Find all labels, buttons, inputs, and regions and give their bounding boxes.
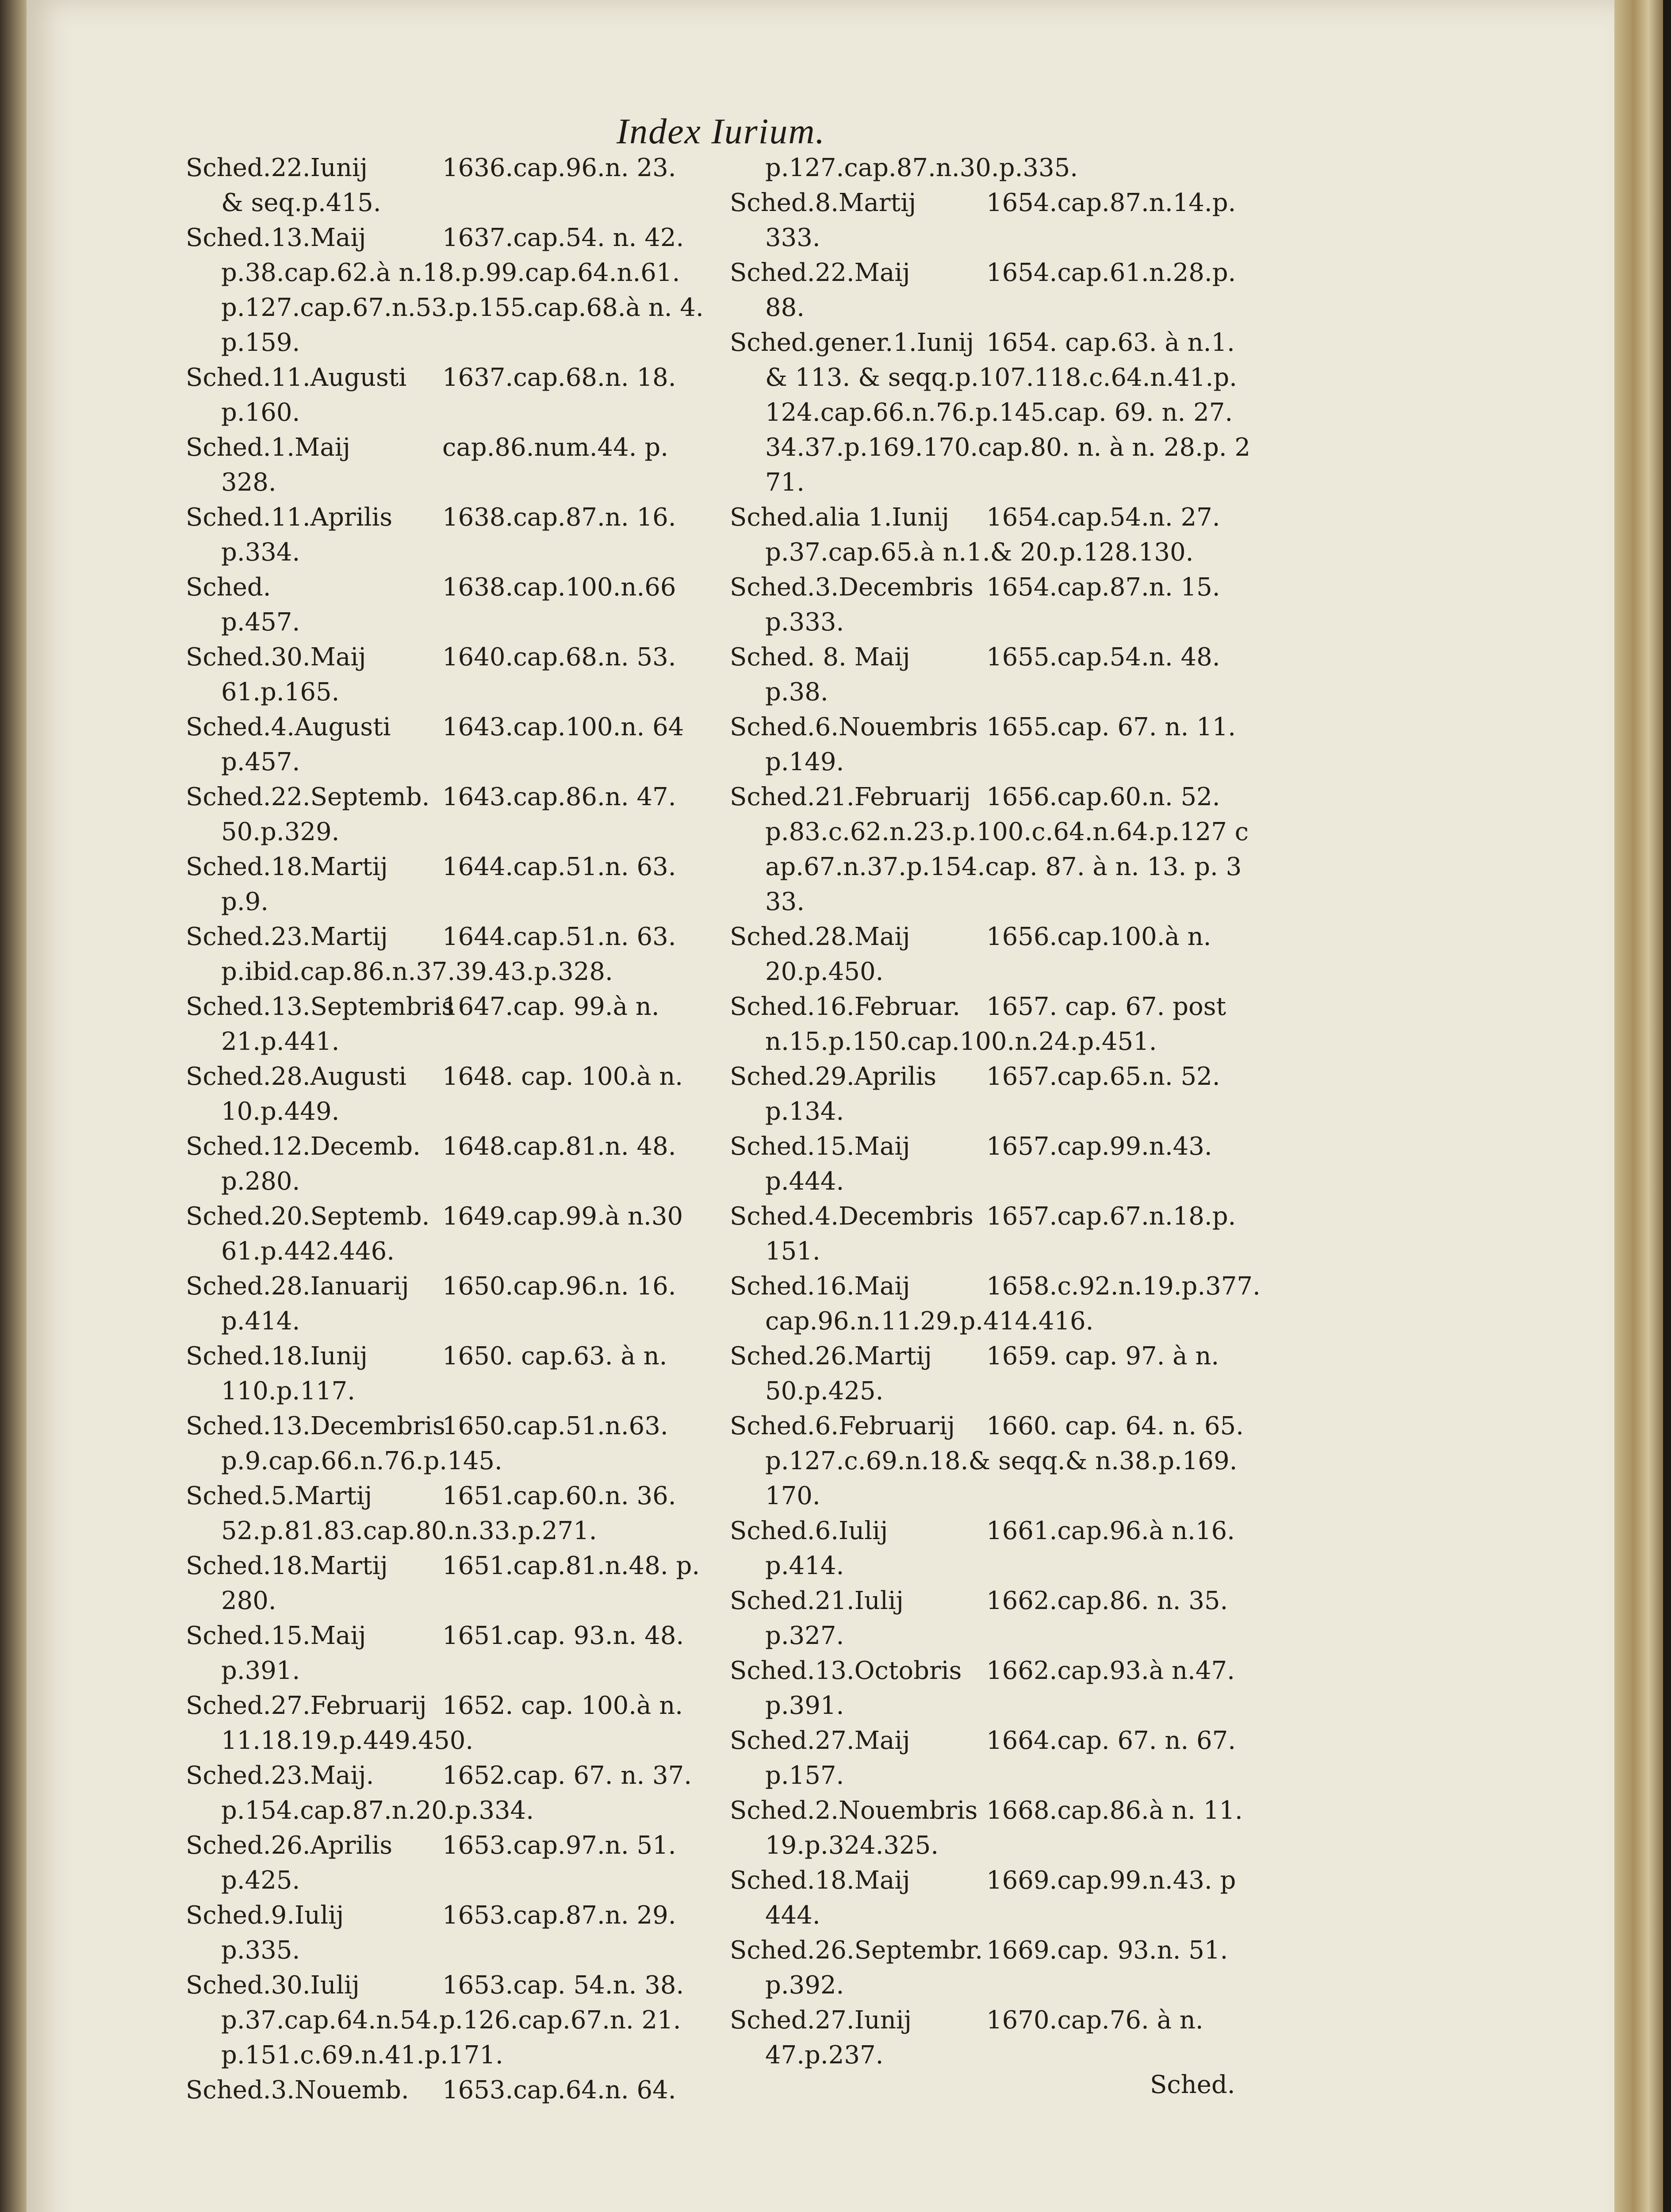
index-entry-schedule: Sched.4.Augusti xyxy=(186,713,391,741)
index-entry-head xyxy=(186,1479,708,1513)
index-entry-reference: 1662.cap.86. n. 35. xyxy=(986,1586,1228,1615)
index-entry-reference: 1643.cap.86.n. 47. xyxy=(442,783,676,811)
index-entry-head xyxy=(186,710,708,745)
index-entry-schedule: Sched.11.Augusti xyxy=(186,363,407,392)
index-entry-schedule: Sched.6.Nouembris xyxy=(730,713,978,741)
index-entry-continuation: 47.p.237. xyxy=(765,2041,884,2070)
index-entry-continuation: 21.p.441. xyxy=(221,1027,340,1056)
index-entry-head xyxy=(186,1828,708,1863)
index-entry xyxy=(186,1828,708,1898)
index-entry-head xyxy=(186,500,708,535)
index-entry-continuation: 280. xyxy=(221,1586,276,1615)
index-entry-reference: 1651.cap.60.n. 36. xyxy=(442,1482,676,1510)
index-entry xyxy=(730,1339,1252,1409)
index-entry-continuation: p.414. xyxy=(221,1307,300,1336)
index-entry-continuation: p.457. xyxy=(221,748,300,776)
index-entry xyxy=(186,1339,708,1409)
index-entry-schedule: Sched.27.Maij xyxy=(730,1726,910,1755)
index-entry xyxy=(730,1199,1252,1269)
index-entry-continuation: p.392. xyxy=(765,1971,844,2000)
index-entry-reference: 1649.cap.99.à n.30 xyxy=(442,1202,683,1231)
index-entry-reference: 1650. cap.63. à n. xyxy=(442,1342,667,1371)
index-entry-head xyxy=(730,1933,1252,1968)
index-entry-reference: 1643.cap.100.n. 64 xyxy=(442,713,684,741)
index-entry-reference: 1652. cap. 100.à n. xyxy=(442,1691,683,1720)
index-entry-schedule: Sched.23.Maij. xyxy=(186,1761,374,1790)
index-entry-continuation: 19.p.324.325. xyxy=(765,1831,939,1860)
catchword: Sched. xyxy=(1150,2070,1235,2099)
index-entry-reference: 1657.cap.67.n.18.p. xyxy=(986,1202,1236,1231)
index-entry-reference: 1638.cap.87.n. 16. xyxy=(442,503,676,532)
index-entry-schedule: Sched. xyxy=(186,573,271,602)
index-entry-schedule: Sched.28.Ianuarij xyxy=(186,1272,409,1301)
index-entry-schedule: Sched.13.Maij xyxy=(186,223,366,252)
index-entry xyxy=(730,255,1252,325)
index-entry-reference: cap.86.num.44. p. xyxy=(442,433,668,462)
index-column-right xyxy=(730,150,1261,2073)
index-entry xyxy=(186,919,708,989)
index-entry-head xyxy=(186,1269,708,1304)
index-entry-head xyxy=(730,1129,1252,1164)
index-entry-head xyxy=(186,1409,708,1444)
index-entry xyxy=(186,1618,708,1688)
index-entry xyxy=(186,1409,708,1479)
index-entry-head xyxy=(730,2003,1252,2038)
index-entry xyxy=(186,849,708,919)
index-entry-continuation: 328. xyxy=(221,468,276,497)
index-entry xyxy=(730,185,1252,255)
index-entry-reference: 1651.cap. 93.n. 48. xyxy=(442,1621,684,1650)
index-entry-reference: 1655.cap.54.n. 48. xyxy=(986,643,1220,672)
index-entry-head xyxy=(730,1793,1252,1828)
index-entry-schedule: Sched.26.Septembr. xyxy=(730,1936,983,1965)
index-entry-head xyxy=(186,430,708,465)
index-entry-head xyxy=(186,1968,708,2003)
index-entry xyxy=(730,500,1252,570)
index-entry-schedule: Sched.29.Aprilis xyxy=(730,1062,937,1091)
index-entry-head xyxy=(186,849,708,884)
index-entry-reference: 1650.cap.96.n. 16. xyxy=(442,1272,676,1301)
index-entry-reference: 1654.cap.54.n. 27. xyxy=(986,503,1220,532)
index-entry-head xyxy=(186,780,708,814)
index-entry xyxy=(730,1793,1252,1863)
index-entry-continuation: 151. xyxy=(765,1237,820,1266)
index-entry xyxy=(730,1653,1252,1723)
index-entry-head xyxy=(730,1653,1252,1688)
index-entry xyxy=(186,500,708,570)
index-entry-continuation: 333. xyxy=(765,223,820,252)
index-entry xyxy=(186,360,708,430)
index-entry-schedule: Sched.9.Iulij xyxy=(186,1901,344,1930)
index-entry xyxy=(186,570,708,640)
index-entry xyxy=(730,1059,1252,1129)
index-entry xyxy=(730,1409,1252,1513)
index-entry-continuation: p.38.cap.62.à n.18.p.99.cap.64.n.61. p.127.cap.67.n.53.p.155.cap.68.à n. 4.p.159. xyxy=(221,258,704,357)
index-entry-continuation: n.15.p.150.cap.100.n.24.p.451. xyxy=(765,1027,1157,1056)
continued-entry: p.127.cap.87.n.30.p.335. xyxy=(765,154,1078,182)
index-entry xyxy=(186,220,708,360)
index-entry-head xyxy=(730,1269,1261,1304)
index-entry-head xyxy=(186,1548,708,1583)
index-entry-schedule: Sched.23.Martij xyxy=(186,922,388,951)
index-entry xyxy=(186,150,708,220)
index-entry-reference: 1655.cap. 67. n. 11. xyxy=(986,713,1236,741)
index-entry-reference: 1662.cap.93.à n.47. xyxy=(986,1656,1235,1685)
index-column-left xyxy=(186,150,708,2108)
index-entry xyxy=(730,989,1252,1059)
index-entry-reference: 1647.cap. 99.à n. xyxy=(442,992,659,1021)
index-entry-head xyxy=(186,360,708,395)
index-entry xyxy=(730,1933,1252,2003)
index-entry xyxy=(730,1269,1261,1339)
index-entry-continuation: p.37.cap.65.à n.1.& 20.p.128.130. xyxy=(765,538,1194,567)
index-entry-head xyxy=(730,1863,1252,1898)
index-entry-continuation: p.134. xyxy=(765,1097,844,1126)
index-entry-reference: 1654.cap.87.n.14.p. xyxy=(986,188,1236,217)
index-entry-reference: 1636.cap.96.n. 23. xyxy=(442,154,676,182)
index-entry xyxy=(186,1479,708,1548)
index-entry-reference: 1660. cap. 64. n. 65. xyxy=(986,1412,1244,1440)
index-entry-schedule: Sched.27.Februarij xyxy=(186,1691,427,1720)
index-entry-schedule: Sched. 8. Maij xyxy=(730,643,910,672)
index-entry-schedule: Sched.12.Decemb. xyxy=(186,1132,421,1161)
index-entry-head xyxy=(730,989,1252,1024)
index-entry-head xyxy=(186,1199,708,1234)
index-entry-reference: 1638.cap.100.n.66 xyxy=(442,573,676,602)
index-entry-schedule: Sched.6.Iulij xyxy=(730,1517,888,1545)
index-entry-head xyxy=(730,1409,1252,1444)
page-gutter xyxy=(0,0,27,2212)
index-entry xyxy=(186,1688,708,1758)
index-entry xyxy=(186,2073,708,2108)
index-entry xyxy=(730,570,1252,640)
book-page xyxy=(27,0,1614,2212)
index-entry-head xyxy=(186,1898,708,1933)
index-entry-reference: 1650.cap.51.n.63. xyxy=(442,1412,668,1440)
index-entry-schedule: Sched.1.Maij xyxy=(186,433,351,462)
index-entry-continuation: 11.18.19.p.449.450. xyxy=(221,1726,474,1755)
index-entry-schedule: Sched.21.Iulij xyxy=(730,1586,904,1615)
index-entry-head xyxy=(730,1059,1252,1094)
index-entry-schedule: Sched.27.Iunij xyxy=(730,2006,912,2035)
index-entry-schedule: Sched.11.Aprilis xyxy=(186,503,393,532)
index-entry-continuation: p.457. xyxy=(221,608,300,637)
index-entry-reference: 1659. cap. 97. à n. xyxy=(986,1342,1219,1371)
index-entry-head xyxy=(186,919,708,954)
index-entry-reference: 1640.cap.68.n. 53. xyxy=(442,643,676,672)
index-entry-continuation: p.391. xyxy=(765,1691,844,1720)
index-entry-schedule: Sched.3.Decembris xyxy=(730,573,973,602)
index-entry-continuation: p.327. xyxy=(765,1621,844,1650)
index-entry-head xyxy=(186,150,708,185)
index-entry-schedule: Sched.22.Maij xyxy=(730,258,910,287)
index-entry-reference: 1648.cap.81.n. 48. xyxy=(442,1132,676,1161)
index-entry-schedule: Sched.18.Martij xyxy=(186,1551,388,1580)
index-entry xyxy=(186,430,708,500)
index-entry-reference: 1656.cap.100.à n. xyxy=(986,922,1211,951)
index-entry-continuation: 10.p.449. xyxy=(221,1097,340,1126)
index-entry-head xyxy=(186,989,708,1024)
index-entry xyxy=(186,1758,708,1828)
index-entry-continuation: p.9.cap.66.n.76.p.145. xyxy=(221,1447,502,1475)
index-entry-reference: 1658.c.92.n.19.p.377. xyxy=(986,1272,1261,1301)
index-entry-continuation: 20.p.450. xyxy=(765,957,884,986)
index-entry-reference: 1657.cap.65.n. 52. xyxy=(986,1062,1220,1091)
index-entry-head xyxy=(730,1199,1252,1234)
index-entry-head xyxy=(730,640,1252,675)
index-entry-continuation: & 113. & seqq.p.107.118.c.64.n.41.p. 124.cap.66.n.76.p.145.cap. 69. n. 27. 34.37.p.169.170.cap.80. n. à n. 28.p. 271. xyxy=(765,363,1251,497)
index-entry-head xyxy=(730,1583,1252,1618)
index-entry-schedule: Sched.15.Maij xyxy=(730,1132,910,1161)
index-entry-schedule: Sched.18.Maij xyxy=(730,1866,910,1895)
index-entry xyxy=(186,780,708,849)
index-entry-head xyxy=(730,185,1252,220)
index-entry-reference: 1654.cap.61.n.28.p. xyxy=(986,258,1236,287)
index-entry-continuation: p.334. xyxy=(221,538,300,567)
index-entry xyxy=(730,710,1252,780)
index-entry-continuation: 50.p.425. xyxy=(765,1377,884,1406)
index-entry-reference: 1669.cap. 93.n. 51. xyxy=(986,1936,1228,1965)
index-entry-reference: 1669.cap.99.n.43. p xyxy=(986,1866,1236,1895)
index-entry xyxy=(730,325,1252,500)
index-entry xyxy=(730,919,1252,989)
index-entry-head xyxy=(730,1339,1252,1374)
index-entry-continuation: p.391. xyxy=(221,1656,300,1685)
index-entry-continuation: 50.p.329. xyxy=(221,818,340,846)
index-entry-reference: 1653.cap.97.n. 51. xyxy=(442,1831,676,1860)
index-entry-head xyxy=(186,2073,708,2108)
index-entry-schedule: Sched.5.Martij xyxy=(186,1482,372,1510)
index-entry-continuation: p.280. xyxy=(221,1167,300,1196)
index-entry xyxy=(186,1199,708,1269)
index-entry-head xyxy=(730,500,1252,535)
index-entry-continuation: p.ibid.cap.86.n.37.39.43.p.328. xyxy=(221,957,613,986)
index-entry-head xyxy=(730,570,1252,605)
index-entry-reference: 1657. cap. 67. post xyxy=(986,992,1226,1021)
index-entry-head xyxy=(186,1129,708,1164)
index-entry-head xyxy=(186,1688,708,1723)
index-entry-reference: 1654. cap.63. à n.1. xyxy=(986,328,1235,357)
index-entry-schedule: Sched.13.Octobris xyxy=(730,1656,962,1685)
index-entry-schedule: Sched.4.Decembris xyxy=(730,1202,973,1231)
index-entry xyxy=(186,1129,708,1199)
index-entry-continuation: p.335. xyxy=(221,1936,300,1965)
index-entry-schedule: Sched.alia 1.Iunij xyxy=(730,503,949,532)
index-entry-head xyxy=(186,1618,708,1653)
index-entry xyxy=(730,640,1252,710)
index-entry-reference: 1657.cap.99.n.43. xyxy=(986,1132,1212,1161)
index-entry-reference: 1644.cap.51.n. 63. xyxy=(442,853,676,881)
index-entry-schedule: Sched.28.Maij xyxy=(730,922,910,951)
index-entry-schedule: Sched.26.Martij xyxy=(730,1342,932,1371)
index-entry-reference: 1648. cap. 100.à n. xyxy=(442,1062,683,1091)
index-entry-continuation: p.9. xyxy=(221,887,269,916)
index-entry-head xyxy=(730,780,1252,814)
index-entry xyxy=(186,989,708,1059)
index-entry-head xyxy=(186,640,708,675)
index-entry-schedule: Sched.18.Martij xyxy=(186,853,388,881)
index-entry-continuation: p.425. xyxy=(221,1866,300,1895)
index-entry-reference: 1661.cap.96.à n.16. xyxy=(986,1517,1235,1545)
index-entry-head xyxy=(730,710,1252,745)
index-entry-schedule: Sched.2.Nouembris xyxy=(730,1796,978,1825)
index-entry xyxy=(730,1129,1252,1199)
index-entry-schedule: Sched.8.Martij xyxy=(730,188,916,217)
index-entry xyxy=(186,640,708,710)
index-entry-schedule: Sched.30.Iulij xyxy=(186,1971,360,2000)
index-entry-schedule: Sched.30.Maij xyxy=(186,643,366,672)
index-entry-reference: 1653.cap. 54.n. 38. xyxy=(442,1971,684,2000)
index-entry xyxy=(730,1583,1252,1653)
index-entry-continuation: p.154.cap.87.n.20.p.334. xyxy=(221,1796,534,1825)
index-entry-head xyxy=(186,1059,708,1094)
page-edge xyxy=(1614,0,1663,2212)
index-entry-head xyxy=(730,1723,1252,1758)
index-entry xyxy=(186,1898,708,1968)
index-entry-schedule: Sched.22.Septemb. xyxy=(186,783,430,811)
index-entry-schedule: Sched.6.Februarij xyxy=(730,1412,955,1440)
index-entry-schedule: Sched.13.Decembris xyxy=(186,1412,445,1440)
index-entry-schedule: Sched.21.Februarij xyxy=(730,783,971,811)
index-entry-reference: 1652.cap. 67. n. 37. xyxy=(442,1761,692,1790)
index-entry-continuation: 61.p.165. xyxy=(221,678,340,707)
index-entry-schedule: Sched.3.Nouemb. xyxy=(186,2076,409,2104)
index-entry xyxy=(186,1968,708,2073)
index-entry-reference: 1654.cap.87.n. 15. xyxy=(986,573,1220,602)
index-entry xyxy=(186,710,708,780)
index-entry xyxy=(730,2003,1252,2073)
index-entry-continuation: cap.96.n.11.29.p.414.416. xyxy=(765,1307,1094,1336)
index-entry-continuation: p.38. xyxy=(765,678,828,707)
index-entry-reference: 1637.cap.68.n. 18. xyxy=(442,363,676,392)
index-entry-reference: 1656.cap.60.n. 52. xyxy=(986,783,1220,811)
index-entry-head xyxy=(186,570,708,605)
index-entry-continuation: p.37.cap.64.n.54.p.126.cap.67.n. 21. p.151.c.69.n.41.p.171. xyxy=(221,2006,681,2070)
index-entry-continuation: 444. xyxy=(765,1901,820,1930)
index-entry-continuation: p.127.c.69.n.18.& seqq.& n.38.p.169. 170. xyxy=(765,1447,1238,1510)
index-entry-schedule: Sched.18.Iunij xyxy=(186,1342,368,1371)
index-entry xyxy=(186,1059,708,1129)
index-entry-continuation: & seq.p.415. xyxy=(221,188,381,217)
index-entry-schedule: Sched.20.Septemb. xyxy=(186,1202,430,1231)
index-entry-head xyxy=(186,1339,708,1374)
index-entry-continuation: p.149. xyxy=(765,748,844,776)
index-entry-reference: 1651.cap.81.n.48. p. xyxy=(442,1551,700,1580)
index-entry-head xyxy=(186,1758,708,1793)
index-entry xyxy=(186,1548,708,1618)
index-entry-schedule: Sched.22.Iunij xyxy=(186,154,368,182)
index-entry-continuation: p.333. xyxy=(765,608,844,637)
index-entry-continuation: p.157. xyxy=(765,1761,844,1790)
index-entry-continuation: p.414. xyxy=(765,1551,844,1580)
index-entry-schedule: Sched.16.Maij xyxy=(730,1272,910,1301)
index-entry-schedule: Sched.13.Septembris xyxy=(186,992,455,1021)
index-entry-schedule: Sched.26.Aprilis xyxy=(186,1831,393,1860)
index-entry-continuation: 61.p.442.446. xyxy=(221,1237,395,1266)
index-entry-head xyxy=(186,220,708,255)
index-entry-head xyxy=(730,1513,1252,1548)
index-entry-continuation: 110.p.117. xyxy=(221,1377,356,1406)
index-entry-schedule: Sched.28.Augusti xyxy=(186,1062,407,1091)
index-entry-continuation: p.160. xyxy=(221,398,300,427)
index-entry-reference: 1653.cap.87.n. 29. xyxy=(442,1901,676,1930)
index-entry-continuation: p.444. xyxy=(765,1167,844,1196)
index-entry-continuation: p.83.c.62.n.23.p.100.c.64.n.64.p.127 cap.67.n.37.p.154.cap. 87. à n. 13. p. 333. xyxy=(765,818,1249,916)
index-entry xyxy=(730,1513,1252,1583)
index-entry-reference: 1670.cap.76. à n. xyxy=(986,2006,1203,2035)
index-entry-schedule: Sched.16.Februar. xyxy=(730,992,961,1021)
index-entry-continuation: 52.p.81.83.cap.80.n.33.p.271. xyxy=(221,1517,597,1545)
index-entry-schedule: Sched.gener.1.Iunij xyxy=(730,328,974,357)
index-entry-reference: 1637.cap.54. n. 42. xyxy=(442,223,684,252)
index-entry-schedule: Sched.15.Maij xyxy=(186,1621,366,1650)
index-entry-head xyxy=(730,255,1252,290)
index-entry-reference: 1653.cap.64.n. 64. xyxy=(442,2076,676,2104)
index-entry-head xyxy=(730,919,1252,954)
running-head: Index Iurium. xyxy=(616,111,826,151)
index-entry-reference: 1668.cap.86.à n. 11. xyxy=(986,1796,1243,1825)
index-entry-continuation: 88. xyxy=(765,293,805,322)
index-entry xyxy=(730,1863,1252,1933)
index-entry-head xyxy=(730,325,1252,360)
index-entry-reference: 1644.cap.51.n. 63. xyxy=(442,922,676,951)
index-entry xyxy=(730,1723,1252,1793)
index-entry xyxy=(730,780,1252,919)
index-entry xyxy=(186,1269,708,1339)
index-entry-reference: 1664.cap. 67. n. 67. xyxy=(986,1726,1236,1755)
